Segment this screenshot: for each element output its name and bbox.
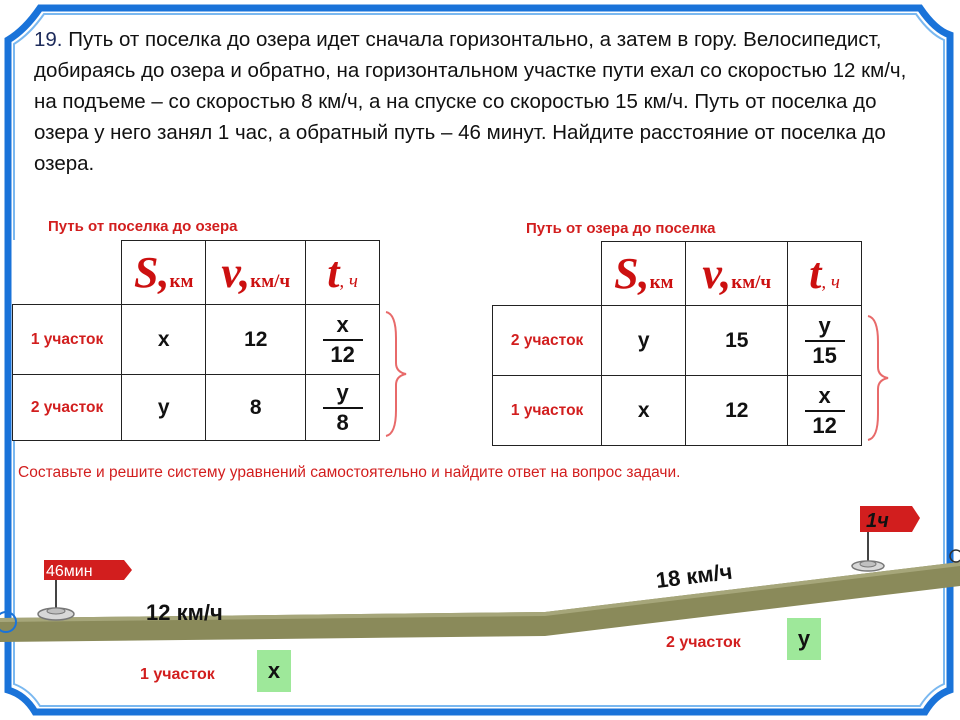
s-symbol: S, xyxy=(614,249,650,298)
t-symbol: t xyxy=(809,249,822,298)
bicycle-wheel-icon xyxy=(950,550,960,562)
segment2-label: 2 участок xyxy=(666,634,741,651)
table-right-caption: Путь от озера до поселка xyxy=(526,220,716,237)
t-symbol: t xyxy=(327,248,340,297)
table-left xyxy=(12,240,380,441)
fraction-denominator: 12 xyxy=(812,412,837,438)
time-fraction xyxy=(805,384,845,438)
cell-s: x xyxy=(602,376,686,446)
t-unit: , ч xyxy=(821,272,840,293)
row-label: 2 участок xyxy=(13,375,122,441)
s-unit: км xyxy=(169,271,194,292)
header-s xyxy=(122,241,206,305)
row-label: 2 участок xyxy=(493,306,602,376)
row-label: 1 участок xyxy=(13,305,122,375)
v-symbol: v, xyxy=(221,248,251,297)
fraction-denominator: 15 xyxy=(812,342,837,368)
cell-v: 15 xyxy=(686,306,788,376)
problem-statement xyxy=(34,24,934,179)
cell-v: 12 xyxy=(686,376,788,446)
brace-left xyxy=(382,308,412,438)
cell-v: 8 xyxy=(206,375,306,441)
fraction-bar xyxy=(805,340,845,342)
table-row xyxy=(13,305,380,375)
flag-right-label: 1ч xyxy=(866,510,889,532)
problem-text: Путь от поселка до озера идет сначала горизонтально, а затем в гору. Велосипедист, добираясь до озера и обратно, на горизонтальном участке пути ехал со скоростью 12 км/ч, на подъеме – со скоростью 8 км/ч, а на спуске со скоростью 15 км/ч. Путь от поселка до озера у него занял 1 час, а обратный путь – 46 минут. Найдите расстояние от поселка до озера. xyxy=(34,28,907,175)
table-row xyxy=(493,376,862,446)
fraction-bar xyxy=(323,407,363,409)
segment2-var-box: y xyxy=(787,618,821,660)
header-s xyxy=(602,242,686,306)
cell-t xyxy=(788,376,862,446)
table-row xyxy=(493,306,862,376)
segment1-label: 1 участок xyxy=(140,666,215,683)
fraction-numerator: y xyxy=(336,379,349,405)
time-fraction xyxy=(323,381,363,435)
row-label: 1 участок xyxy=(493,376,602,446)
fraction-bar xyxy=(805,410,845,412)
v-unit: км/ч xyxy=(731,272,772,293)
fraction-numerator: y xyxy=(818,312,831,338)
problem-number: 19. xyxy=(34,28,63,51)
fraction-numerator: x xyxy=(818,382,831,408)
table-right xyxy=(492,241,862,446)
header-empty-cell xyxy=(13,241,122,305)
cell-s: y xyxy=(602,306,686,376)
instruction-text: Составьте и решите систему уравнений самостоятельно и найдите ответ на вопрос задачи. xyxy=(18,464,681,481)
header-v xyxy=(686,242,788,306)
v-symbol: v, xyxy=(702,249,732,298)
t-unit: , ч xyxy=(339,271,358,292)
s-unit: км xyxy=(649,272,674,293)
fraction-numerator: x xyxy=(336,311,349,337)
time-fraction xyxy=(805,314,845,368)
header-v xyxy=(206,241,306,305)
segment1-var-box: x xyxy=(257,650,291,692)
cell-s: y xyxy=(122,375,206,441)
speed-slope-label: 18 км/ч xyxy=(654,558,734,593)
cell-v: 12 xyxy=(206,305,306,375)
time-fraction xyxy=(323,313,363,367)
header-empty-cell xyxy=(493,242,602,306)
cell-t xyxy=(788,306,862,376)
fraction-denominator: 12 xyxy=(330,341,355,367)
table-row xyxy=(13,375,380,441)
brace-right xyxy=(864,312,894,442)
cell-t xyxy=(306,305,380,375)
cell-s: x xyxy=(122,305,206,375)
cell-t xyxy=(306,375,380,441)
road-diagram xyxy=(0,500,960,720)
table-left-caption: Путь от поселка до озера xyxy=(48,218,238,235)
fraction-denominator: 8 xyxy=(336,409,349,435)
fraction-bar xyxy=(323,339,363,341)
header-t xyxy=(306,241,380,305)
speed-flat-label: 12 км/ч xyxy=(146,600,223,625)
header-t xyxy=(788,242,862,306)
v-unit: км/ч xyxy=(250,271,291,292)
flag-left-label: 46мин xyxy=(46,563,93,580)
s-symbol: S, xyxy=(134,248,170,297)
